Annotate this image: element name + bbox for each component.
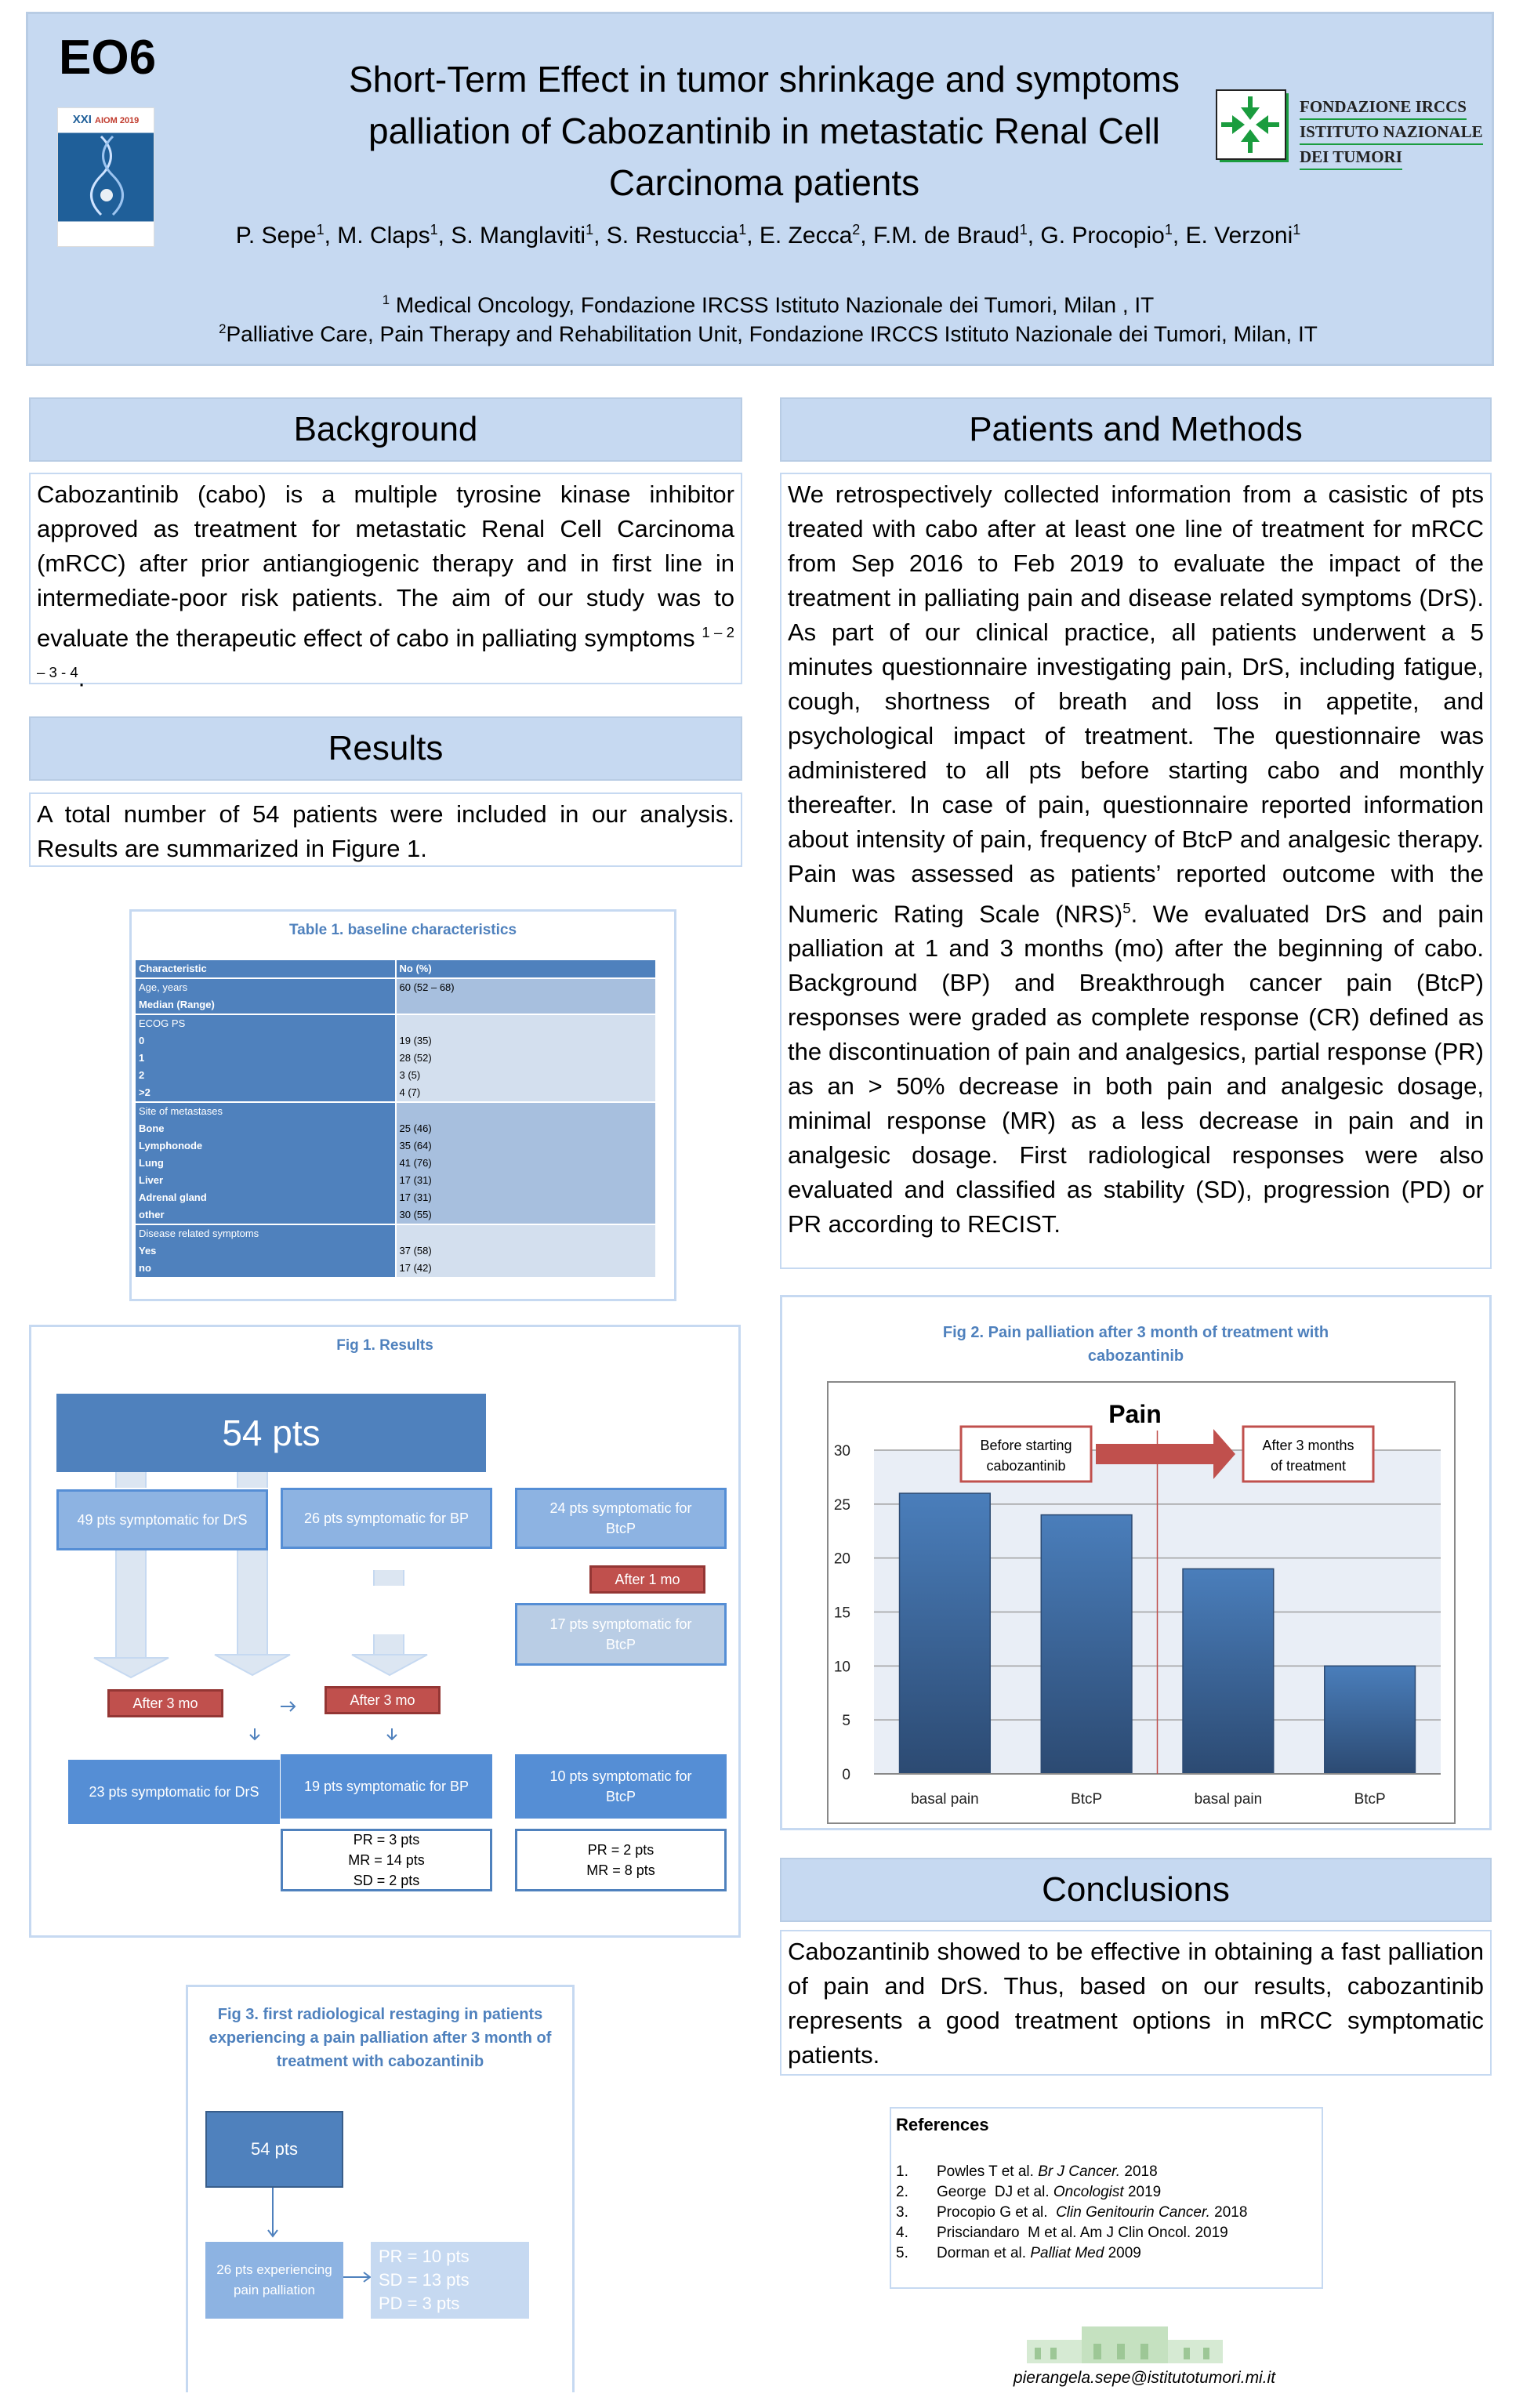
reference-journal: Br J Cancer. (1038, 2163, 1121, 2180)
x-tick-label: BtcP (1354, 1791, 1386, 1808)
table-row-label: Median (Range) (139, 999, 215, 1010)
table-row-value: 4 (7) (399, 1086, 421, 1098)
references-box (890, 2107, 1323, 2289)
conference-logo-roman: XXI (72, 113, 92, 126)
y-tick-label: 30 (833, 1443, 850, 1460)
after-3mo-label-bp: After 3 mo (325, 1686, 441, 1714)
y-tick-label: 25 (833, 1496, 850, 1514)
author-affiliation-marker: 1 (1164, 222, 1173, 238)
x-tick-label: basal pain (1194, 1791, 1263, 1808)
chart-title: Pain (1108, 1400, 1162, 1428)
author-affiliation-marker: 1 (586, 222, 594, 238)
response-line: SD = 2 pts (353, 1873, 420, 1888)
institution-name-line3: DEI TUMORI (1300, 145, 1402, 170)
fig1-box (29, 1325, 741, 1938)
characteristic-cell (136, 1225, 395, 1277)
bar (1041, 1515, 1132, 1774)
fig2-caption: Fig 2. Pain palliation after 3 month of treatment with cabozantinib (942, 1324, 1329, 1365)
down-arrow-head-icon (215, 1655, 290, 1675)
reference-number: 1. (896, 2163, 908, 2180)
affiliation-2 (157, 321, 1380, 346)
table-row-label: no (139, 1262, 151, 1274)
reference-item (896, 2223, 1317, 2243)
results-body: A total number of 54 patients were included in our analysis. Results are summarized in Figure 1. (29, 792, 742, 867)
y-tick-label: 0 (842, 1767, 850, 1783)
table-row-value: 28 (52) (399, 1052, 432, 1064)
table-row-label: 2 (139, 1069, 145, 1081)
y-tick-label: 10 (833, 1659, 850, 1676)
reference-item (896, 2203, 1317, 2223)
author-affiliation-marker: 1 (316, 222, 325, 238)
y-tick-label: 15 (833, 1605, 850, 1622)
author: S. Manglaviti (451, 223, 586, 248)
table-row-value: 30 (55) (399, 1209, 432, 1220)
btcp-start-box: 24 pts symptomatic for BtcP (515, 1488, 727, 1549)
x-tick-label: basal pain (911, 1791, 979, 1808)
author-affiliation-marker: 1 (1019, 222, 1028, 238)
bar (900, 1493, 991, 1774)
reference-authors: Prisciandaro M et al. Am J Clin Oncol. 2019 (937, 2225, 1228, 2241)
background-heading: Background (29, 397, 742, 462)
institution-logo (1215, 89, 1489, 175)
btcp-response-box (515, 1829, 727, 1891)
callout-after-text: of treatment (1270, 1458, 1347, 1474)
reference-item (896, 2243, 1317, 2264)
institute-building-image (1019, 2320, 1231, 2367)
down-arrow-head-icon (94, 1658, 169, 1677)
author-affiliation-marker: 1 (738, 222, 747, 238)
table-row-label: >2 (139, 1086, 150, 1098)
converging-arrows-icon (1215, 89, 1293, 167)
affiliation-1 (157, 292, 1380, 317)
baseline-table-wrap (134, 959, 657, 1278)
background-text: Cabozantinib (cabo) is a multiple tyrosine kinase inhibitor approved as treatment for metastatic Renal Cell Carcinoma (mRCC) after prior antiangiogenic therapy and in first line in intermediate-poor risk patients. The aim of our study was to evaluate the therapeutic effect of cabo in palliating symptoms (37, 481, 734, 652)
reference-number: 5. (896, 2245, 908, 2261)
table-row-label: Bone (139, 1122, 165, 1134)
table-row-label: Yes (139, 1245, 157, 1257)
reference-year: 2019 (1123, 2184, 1162, 2200)
reference-number: 4. (896, 2225, 908, 2241)
author: F.M. de Braud (872, 223, 1020, 248)
affiliation-text: Medical Oncology, Fondazione IRCSS Istituto Nazionale dei Tumori, Milan , IT (390, 292, 1155, 317)
table-row-group (136, 1225, 655, 1277)
reference-year: 2009 (1104, 2245, 1141, 2261)
reference-authors: Dorman et al. (937, 2245, 1031, 2261)
methods-ref: 5 (1122, 900, 1131, 916)
characteristic-cell (136, 979, 395, 1014)
after-3mo-label-drs: After 3 mo (107, 1689, 223, 1717)
table-row-value (400, 1015, 653, 1032)
table-row-group (136, 979, 655, 1014)
down-arrow-head-icon (352, 1655, 427, 1675)
dna-helix-icon (58, 132, 155, 219)
institution-name-line1: FONDAZIONE IRCCS (1300, 95, 1467, 120)
table-row-label: Adrenal gland (139, 1191, 207, 1203)
x-tick-label: BtcP (1071, 1791, 1103, 1808)
building-icon (1019, 2320, 1231, 2367)
value-cell (397, 1225, 656, 1277)
bar (1325, 1666, 1416, 1774)
author: S. Restuccia (606, 223, 739, 248)
background-body (29, 473, 742, 692)
table-row-label: Lymphonode (139, 1140, 203, 1151)
fig1-title: Fig 1. Results (336, 1337, 433, 1354)
table-row-value: 17 (31) (399, 1191, 432, 1203)
reference-year: 2018 (1120, 2163, 1158, 2180)
table-row-group (136, 1103, 655, 1224)
pain-bar-chart (782, 1297, 1494, 1833)
response-line: PR = 2 pts (587, 1842, 655, 1858)
table-row-value: 41 (76) (399, 1157, 432, 1169)
conference-logo-year: AIOM 2019 (95, 116, 140, 125)
author: M. Claps (337, 223, 430, 248)
methods-text-cont: . We evaluated DrS and pain palliation at 1 and 3 months (mo) after the beginning of cabo. Background (BP) and Breakthrough cancer pain (BtcP) responses were graded as complete response (CR) defined as the discontinuation of pain and analgesics, partial response (PR) as an > 50% decrease in both pain and analgesic dosage, minimal response (MR) as a less decrease in pain and in analgesic dosage. First radiological responses were also evaluated and classified as stability (SD), progression (PD) or PR according to RECIST. (788, 900, 1484, 1238)
column-header: No (%) (397, 960, 656, 977)
bar (1183, 1568, 1274, 1774)
table-row-value: 17 (31) (399, 1174, 432, 1186)
table-row-value: 60 (52 – 68) (399, 981, 455, 993)
baseline-table (134, 959, 657, 1278)
column-header: Characteristic (136, 960, 395, 977)
table-header-row (136, 960, 655, 977)
reference-number: 2. (896, 2184, 908, 2200)
contact-email[interactable]: pierangela.sepe@istitutotumori.mi.it (1013, 2369, 1276, 2387)
reference-authors: Powles T et al. (937, 2163, 1039, 2180)
fig3-total-box: 54 pts (205, 2111, 343, 2188)
poster-code: EO6 (59, 31, 157, 85)
table-row-group (136, 1015, 655, 1101)
reference-year: 2018 (1209, 2204, 1248, 2221)
table-row-value: 37 (58) (399, 1245, 432, 1257)
after-1mo-label: After 1 mo (589, 1565, 705, 1594)
background-tail: . (78, 664, 85, 692)
btcp-3mo-box: 10 pts symptomatic for BtcP (515, 1754, 727, 1819)
methods-heading: Patients and Methods (780, 397, 1492, 462)
value-cell (397, 979, 656, 1014)
fig3-response-box (371, 2242, 529, 2319)
author-affiliation-marker: 1 (1293, 222, 1301, 238)
fig3-palliation-box: 26 pts experiencing pain palliation (205, 2242, 343, 2319)
characteristic-cell (136, 1103, 395, 1224)
author: E. Verzoni (1185, 223, 1293, 248)
reference-number: 3. (896, 2204, 908, 2221)
fig3-arrows (188, 1987, 577, 2395)
table-row-label: Disease related symptoms (139, 1228, 259, 1239)
table1-box (129, 909, 676, 1301)
reference-journal: Clin Genitourin Cancer. (1056, 2204, 1210, 2221)
response-line: PD = 3 pts (379, 2294, 460, 2313)
poster-title: Short-Term Effect in tumor shrinkage and symptoms palliation of Cabozantinib in metastatic Renal Cell Carcinoma patients (348, 59, 1180, 203)
table-row-label: ECOG PS (139, 1017, 186, 1029)
callout-before-text: Before starting (980, 1438, 1072, 1453)
author: E. Zecca (759, 223, 853, 248)
author-affiliation-marker: 1 (430, 222, 438, 238)
fig2-box (780, 1295, 1492, 1830)
total-patients-box: 54 pts (56, 1394, 486, 1472)
drs-3mo-box: 23 pts symptomatic for DrS (68, 1760, 280, 1824)
conclusions-heading: Conclusions (780, 1858, 1492, 1922)
results-heading: Results (29, 716, 742, 781)
y-tick-label: 5 (842, 1713, 850, 1730)
reference-authors: George DJ et al. (937, 2184, 1053, 2200)
value-cell (397, 1015, 656, 1101)
reference-item (896, 2162, 1317, 2182)
affiliation-text: Palliative Care, Pain Therapy and Rehabilitation Unit, Fondazione IRCCS Istituto Nazionale dei Tumori, Milan, IT (226, 321, 1318, 346)
characteristic-cell (136, 1015, 395, 1101)
table-row-label: 0 (139, 1035, 145, 1046)
callout-before-text: cabozantinib (986, 1458, 1066, 1474)
response-line: SD = 13 pts (379, 2270, 470, 2290)
author-list: P. Sepe$^1$, M. Claps$^1$, S. Manglaviti$^1$, S. Restuccia$^1$, E. Zecca$^2$, F.M. de Braud$^1$, G. Procopio$^1$, E. Verzoni$^1$ (235, 222, 1301, 248)
reference-authors: Procopio G et al. (937, 2204, 1057, 2221)
table-row-value: 3 (5) (399, 1069, 421, 1081)
reference-journal: Palliat Med (1030, 2245, 1104, 2261)
table-row-label: Liver (139, 1174, 164, 1186)
conclusions-body: Cabozantinib showed to be effective in obtaining a fast palliation of pain and DrS. Thus, based on our results, cabozantinib represents a good treatment options in mRCC symptomatic patients. (780, 1930, 1492, 2076)
table-row-value: 35 (64) (399, 1140, 432, 1151)
fig3-box (186, 1985, 575, 2392)
reference-item (896, 2182, 1317, 2203)
references-heading: References (896, 2115, 989, 2134)
references-list (896, 2162, 1317, 2264)
table-row-value (400, 1103, 653, 1120)
callout-after-text: After 3 months (1262, 1438, 1354, 1453)
table-row-label: 1 (139, 1052, 145, 1064)
author: G. Procopio (1040, 223, 1165, 248)
table-row-label: Site of metastases (139, 1105, 223, 1117)
table-row-label: Age, years (139, 981, 188, 993)
bp-start-box: 26 pts symptomatic for BP (281, 1488, 492, 1549)
fig3-title: Fig 3. first radiological restaging in patients experiencing a pain palliation after 3 month of treatment with cabozantinib (209, 2006, 552, 2070)
response-line: MR = 14 pts (348, 1852, 425, 1868)
author: P. Sepe (235, 223, 317, 248)
table-row-value (400, 996, 653, 1014)
table-row-value: 17 (42) (399, 1262, 432, 1274)
drs-start-box: 49 pts symptomatic for DrS (56, 1489, 268, 1550)
bp-3mo-box: 19 pts symptomatic for BP (281, 1754, 492, 1819)
y-tick-label: 20 (833, 1550, 850, 1568)
table-row-value (400, 1225, 653, 1242)
table-row-value: 19 (35) (399, 1035, 432, 1046)
background-refs: 1 – 2 – 3 - 4 (37, 624, 734, 681)
methods-text: We retrospectively collected information from a casistic of pts treated with cabo after at least one line of treatment for mRCC from Sep 2016 to Feb 2019 to evaluate the impact of the treatment in palliating pain and disease related symptoms (DrS). As part of our clinical practice, all patients underwent a 5 minutes questionnaire investigating pain, DrS, including fatigue, cough, shortness of breath and loss in appetite, and psychological impact of treatment. The questionnaire was administered to all pts before starting cabo and monthly thereafter. In case of pain, questionnaire reported information about intensity of pain, frequency of BtcP and analgesic therapy. Pain was assessed as patients’ reported outcome with the Numeric Rating Scale (NRS) (788, 481, 1484, 928)
table-row-value: 25 (46) (399, 1122, 432, 1134)
institution-name-line2: ISTITUTO NAZIONALE (1300, 120, 1483, 145)
affiliation-marker: 2 (219, 321, 227, 336)
response-line: PR = 10 pts (379, 2247, 470, 2266)
table-row-label: Lung (139, 1157, 164, 1169)
reference-journal: Oncologist (1053, 2184, 1124, 2200)
value-cell (397, 1103, 656, 1224)
conference-logo (57, 107, 154, 247)
table-row-label: other (139, 1209, 165, 1220)
response-line: MR = 8 pts (586, 1862, 655, 1878)
methods-body (780, 473, 1492, 1269)
bp-response-box (281, 1829, 492, 1891)
table1-title: Table 1. baseline characteristics (288, 922, 517, 938)
affiliation-marker: 1 (382, 292, 390, 307)
btcp-1mo-box: 17 pts symptomatic for BtcP (515, 1603, 727, 1666)
author-affiliation-marker: 2 (852, 222, 861, 238)
response-line: PR = 3 pts (353, 1832, 420, 1848)
